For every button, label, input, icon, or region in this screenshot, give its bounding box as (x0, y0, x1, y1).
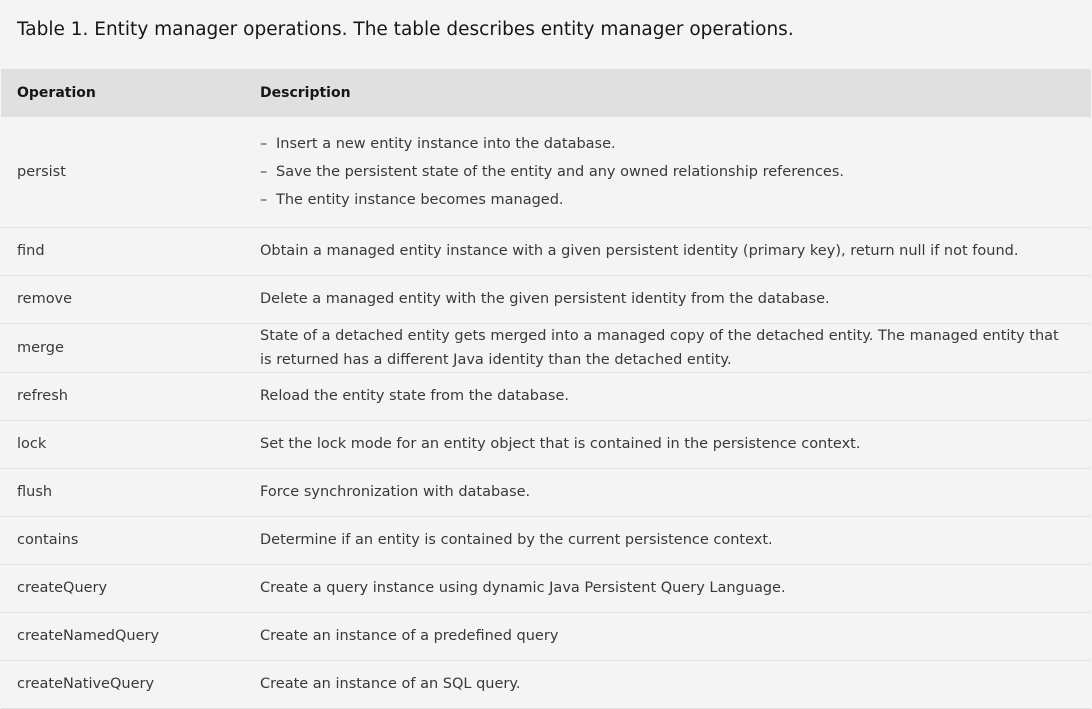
description-cell: Reload the entity state from the database. (260, 388, 569, 404)
dash-bullet: – (260, 163, 268, 180)
description-cell: Create a query instance using dynamic Java Persistent Query Language. (260, 580, 786, 596)
description-cell: State of a detached entity gets merged into a managed copy of the detached entity. The managed entity that is returned has a different Java identity than the detached entity. (260, 327, 1059, 368)
table-row (1, 323, 1091, 372)
description-cell: Determine if an entity is contained by the current persistence context. (260, 532, 773, 548)
description-cell: Create an instance of an SQL query. (260, 676, 521, 692)
description-list (260, 130, 1071, 214)
table-row (1, 660, 1091, 708)
table-row (1, 516, 1091, 564)
operation-cell: lock (17, 436, 47, 452)
operation-cell: contains (17, 532, 79, 548)
list-item-text: Save the persistent state of the entity and any owned relationship references. (276, 163, 844, 180)
table-row (1, 227, 1091, 275)
header-description: Description (260, 85, 351, 101)
description-cell: Force synchronization with database. (260, 484, 531, 500)
table-row (1, 372, 1091, 420)
description-cell: Set the lock mode for an entity object that is contained in the persistence context. (260, 436, 861, 452)
operation-cell: createQuery (17, 580, 108, 596)
operation-cell: persist (17, 163, 66, 180)
table-row (1, 420, 1091, 468)
list-item (260, 130, 1071, 158)
list-item (260, 186, 1071, 214)
list-item-text: The entity instance becomes managed. (276, 191, 564, 208)
description-cell: Create an instance of a predefined query (260, 628, 559, 644)
operation-cell: remove (17, 291, 73, 307)
operations-table (1, 69, 1091, 709)
operation-cell: refresh (17, 388, 68, 404)
dash-bullet: – (260, 135, 268, 152)
table-row (1, 117, 1091, 227)
table-row (1, 275, 1091, 323)
operation-cell: merge (17, 339, 64, 356)
table-row (1, 564, 1091, 612)
description-cell: Delete a managed entity with the given persistent identity from the database. (260, 291, 830, 307)
dash-bullet: – (260, 191, 268, 208)
description-cell: Obtain a managed entity instance with a given persistent identity (primary key), return null if not found. (260, 243, 1019, 259)
operation-cell: createNativeQuery (17, 676, 155, 692)
table-row (1, 612, 1091, 660)
table-row (1, 468, 1091, 516)
table-header-row (1, 69, 1091, 117)
operation-cell: createNamedQuery (17, 628, 160, 644)
operation-cell: flush (17, 484, 53, 500)
list-item (260, 158, 1071, 186)
description-cell (243, 117, 1091, 227)
list-item-text: Insert a new entity instance into the database. (276, 135, 616, 152)
table-caption: Table 1. Entity manager operations. The table describes entity manager operations. (17, 19, 794, 40)
header-operation: Operation (17, 85, 96, 101)
operation-cell: find (17, 243, 45, 259)
